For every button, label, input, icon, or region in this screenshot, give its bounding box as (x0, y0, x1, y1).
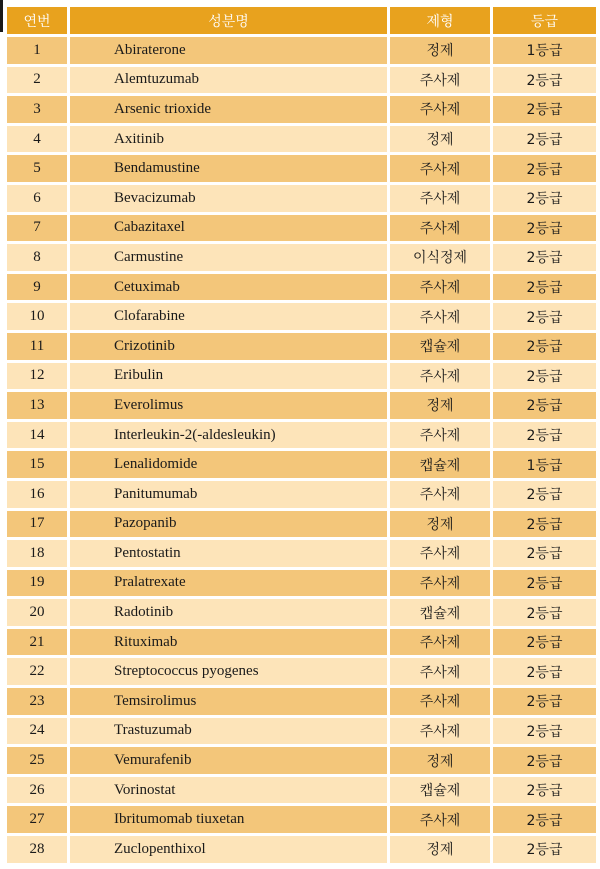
table-row (7, 688, 596, 715)
cell-form: 주사제 (390, 540, 490, 567)
cell-no: 26 (7, 777, 67, 804)
cell-no: 2 (7, 67, 67, 94)
table-row (7, 481, 596, 508)
cell-grade: 1등급 (493, 451, 596, 478)
cell-name: Carmustine (70, 244, 387, 271)
table-row (7, 185, 596, 212)
cell-no: 13 (7, 392, 67, 419)
header-form: 제형 (390, 7, 490, 34)
cell-form: 주사제 (390, 155, 490, 182)
cell-no: 12 (7, 363, 67, 390)
cell-no: 3 (7, 96, 67, 123)
cell-name: Bendamustine (70, 155, 387, 182)
cell-form: 주사제 (390, 422, 490, 449)
cell-name: Rituximab (70, 629, 387, 656)
table-row (7, 37, 596, 64)
table-row (7, 511, 596, 538)
header-no: 연번 (7, 7, 67, 34)
cell-no: 17 (7, 511, 67, 538)
table-row (7, 155, 596, 182)
cell-form: 주사제 (390, 303, 490, 330)
cell-form: 주사제 (390, 481, 490, 508)
cell-form: 캡슐제 (390, 599, 490, 626)
cell-no: 9 (7, 274, 67, 301)
cell-name: Cabazitaxel (70, 215, 387, 242)
cell-name: Trastuzumab (70, 718, 387, 745)
cell-grade: 2등급 (493, 777, 596, 804)
cell-form: 정제 (390, 511, 490, 538)
cell-form: 주사제 (390, 96, 490, 123)
cell-no: 22 (7, 658, 67, 685)
cell-form: 캡슐제 (390, 333, 490, 360)
cell-grade: 2등급 (493, 511, 596, 538)
table-row (7, 392, 596, 419)
cell-form: 정제 (390, 392, 490, 419)
cell-grade: 2등급 (493, 155, 596, 182)
cell-grade: 2등급 (493, 67, 596, 94)
table-row (7, 422, 596, 449)
cell-no: 7 (7, 215, 67, 242)
cell-name: Pazopanib (70, 511, 387, 538)
cell-form: 캡슐제 (390, 777, 490, 804)
cell-form: 캡슐제 (390, 451, 490, 478)
cell-grade: 2등급 (493, 806, 596, 833)
cell-form: 주사제 (390, 274, 490, 301)
cell-no: 23 (7, 688, 67, 715)
table-row (7, 540, 596, 567)
table-row (7, 451, 596, 478)
cell-form: 주사제 (390, 363, 490, 390)
cell-grade: 2등급 (493, 570, 596, 597)
cell-form: 정제 (390, 126, 490, 153)
cell-form: 주사제 (390, 806, 490, 833)
table-row (7, 126, 596, 153)
cell-name: Zuclopenthixol (70, 836, 387, 863)
cell-no: 4 (7, 126, 67, 153)
cell-grade: 2등급 (493, 274, 596, 301)
table-row (7, 215, 596, 242)
cell-no: 15 (7, 451, 67, 478)
table-row (7, 629, 596, 656)
table-row (7, 274, 596, 301)
table-row (7, 777, 596, 804)
cell-name: Vemurafenib (70, 747, 387, 774)
cell-name: Temsirolimus (70, 688, 387, 715)
cell-no: 19 (7, 570, 67, 597)
cell-no: 24 (7, 718, 67, 745)
cell-name: Cetuximab (70, 274, 387, 301)
cell-no: 27 (7, 806, 67, 833)
cell-no: 20 (7, 599, 67, 626)
cell-name: Pentostatin (70, 540, 387, 567)
cell-grade: 2등급 (493, 599, 596, 626)
cell-grade: 2등급 (493, 629, 596, 656)
cell-form: 주사제 (390, 688, 490, 715)
table-header-row (7, 7, 596, 34)
cell-grade: 2등급 (493, 836, 596, 863)
cell-grade: 2등급 (493, 688, 596, 715)
cell-no: 18 (7, 540, 67, 567)
cell-form: 정제 (390, 37, 490, 64)
cell-form: 주사제 (390, 67, 490, 94)
cell-name: Streptococcus pyogenes (70, 658, 387, 685)
table-row (7, 96, 596, 123)
table-row (7, 718, 596, 745)
cell-name: Alemtuzumab (70, 67, 387, 94)
table-body (7, 37, 596, 863)
cell-name: Crizotinib (70, 333, 387, 360)
cell-name: Lenalidomide (70, 451, 387, 478)
cell-grade: 2등급 (493, 658, 596, 685)
cell-grade: 2등급 (493, 244, 596, 271)
table-row (7, 570, 596, 597)
cell-form: 주사제 (390, 215, 490, 242)
cell-no: 10 (7, 303, 67, 330)
cell-name: Ibritumomab tiuxetan (70, 806, 387, 833)
cell-grade: 1등급 (493, 37, 596, 64)
cell-form: 주사제 (390, 185, 490, 212)
cell-no: 1 (7, 37, 67, 64)
table-row (7, 747, 596, 774)
cell-grade: 2등급 (493, 392, 596, 419)
table-row (7, 303, 596, 330)
cell-no: 16 (7, 481, 67, 508)
cell-no: 8 (7, 244, 67, 271)
cell-no: 6 (7, 185, 67, 212)
table-row (7, 333, 596, 360)
table-row (7, 599, 596, 626)
table-row (7, 806, 596, 833)
cell-no: 5 (7, 155, 67, 182)
cell-form: 주사제 (390, 570, 490, 597)
cell-no: 28 (7, 836, 67, 863)
cell-grade: 2등급 (493, 303, 596, 330)
cell-name: Interleukin-2(-aldesleukin) (70, 422, 387, 449)
cell-name: Bevacizumab (70, 185, 387, 212)
cell-no: 11 (7, 333, 67, 360)
cell-no: 21 (7, 629, 67, 656)
cell-form: 이식정제 (390, 244, 490, 271)
table-row (7, 363, 596, 390)
cell-grade: 2등급 (493, 540, 596, 567)
cell-form: 주사제 (390, 658, 490, 685)
cell-grade: 2등급 (493, 422, 596, 449)
table-row (7, 244, 596, 271)
cell-name: Clofarabine (70, 303, 387, 330)
table-row (7, 658, 596, 685)
cell-grade: 2등급 (493, 215, 596, 242)
table-row (7, 67, 596, 94)
cell-no: 14 (7, 422, 67, 449)
left-edge-marker (0, 0, 3, 32)
cell-grade: 2등급 (493, 718, 596, 745)
cell-no: 25 (7, 747, 67, 774)
table-row (7, 836, 596, 863)
cell-name: Pralatrexate (70, 570, 387, 597)
cell-grade: 2등급 (493, 185, 596, 212)
cell-name: Everolimus (70, 392, 387, 419)
cell-name: Vorinostat (70, 777, 387, 804)
cell-grade: 2등급 (493, 333, 596, 360)
cell-grade: 2등급 (493, 747, 596, 774)
header-grade: 등급 (493, 7, 596, 34)
cell-form: 주사제 (390, 629, 490, 656)
cell-form: 정제 (390, 836, 490, 863)
cell-name: Panitumumab (70, 481, 387, 508)
cell-name: Eribulin (70, 363, 387, 390)
cell-name: Radotinib (70, 599, 387, 626)
cell-name: Axitinib (70, 126, 387, 153)
cell-grade: 2등급 (493, 481, 596, 508)
cell-grade: 2등급 (493, 126, 596, 153)
cell-form: 정제 (390, 747, 490, 774)
cell-form: 주사제 (390, 718, 490, 745)
drug-grade-table (4, 4, 599, 866)
cell-name: Abiraterone (70, 37, 387, 64)
header-name: 성분명 (70, 7, 387, 34)
cell-grade: 2등급 (493, 363, 596, 390)
cell-name: Arsenic trioxide (70, 96, 387, 123)
cell-grade: 2등급 (493, 96, 596, 123)
